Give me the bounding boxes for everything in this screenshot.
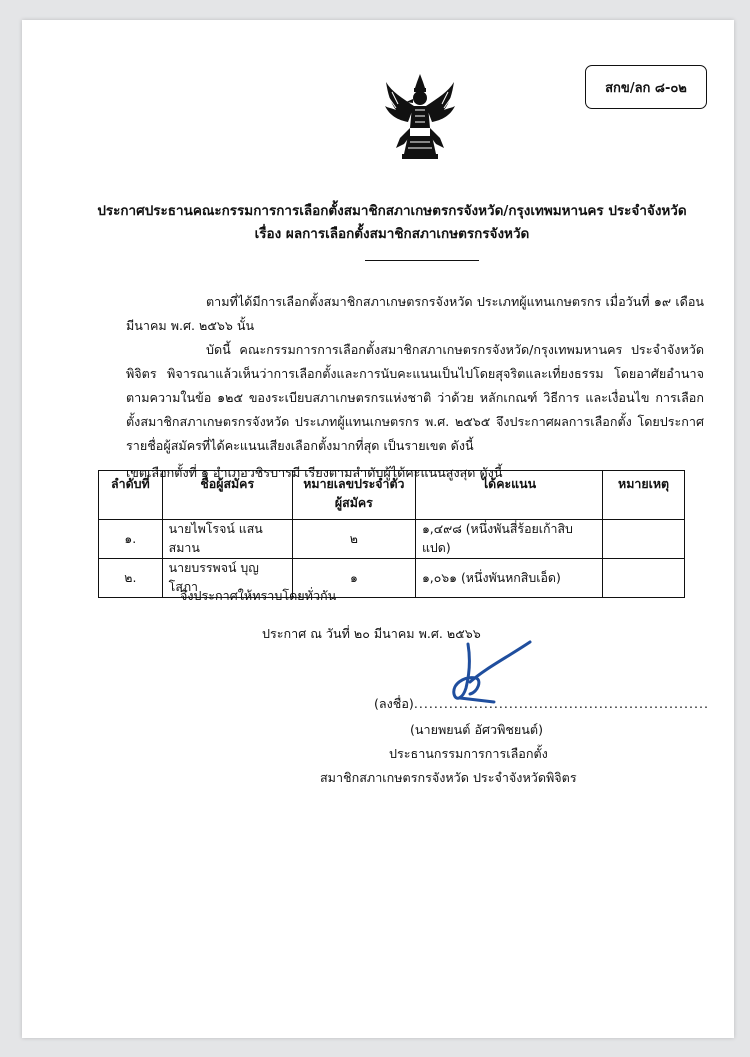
signer-position-1: ประธานกรรมการการเลือกตั้ง: [389, 746, 548, 761]
row-name: นายไพโรจน์ แสนสมาน: [162, 520, 292, 559]
title-line-1: ประกาศประธานคณะกรรมการการเลือกตั้งสมาชิกสภาเกษตรกรจังหวัด/กรุงเทพมหานคร ประจำจังหวัด: [97, 203, 687, 219]
announcement-title: [82, 200, 702, 246]
sign-dots: ...........................................................: [413, 696, 710, 711]
row-note: [603, 520, 685, 559]
paragraph-1: ตามที่ได้มีการเลือกตั้งสมาชิกสภาเกษตรกรจังหวัด ประเภทผู้แทนเกษตรกร เมื่อวันที่ ๑๙ เดือน มีนาคม พ.ศ. ๒๕๖๖ นั้น: [126, 294, 704, 333]
row-rank: ๑.: [99, 520, 163, 559]
row-number: ๑: [292, 559, 415, 598]
title-divider: [365, 260, 479, 261]
announcement-date: ประกาศ ณ วันที่ ๒๐ มีนาคม พ.ศ. ๒๕๖๖: [262, 626, 481, 641]
header-name: ชื่อผู้สมัคร: [162, 471, 292, 520]
signature-line: [374, 694, 709, 714]
table-row: [99, 520, 685, 559]
table-header-row: [99, 471, 685, 520]
signer-name: (นายพยนต์ อัศวพิชยนต์): [410, 722, 544, 737]
row-score: ๑,๐๖๑ (หนึ่งพันหกสิบเอ็ด): [415, 559, 602, 598]
row-rank: ๒.: [99, 559, 163, 598]
paragraph-2: บัดนี้ คณะกรรมการการเลือกตั้งสมาชิกสภาเกษตรกรจังหวัด/กรุงเทพมหานคร ประจำจังหวัด พิจิตร พิจารณาแล้วเห็นว่าการเลือกตั้งและการนับคะแนนเป็นไปโดยสุจริตและเที่ยงธรรม โดยอาศัยอำนาจตามความในข้อ ๑๒๕ ของระเบียบสภาเกษตรกรแห่งชาติ ว่าด้วย หลักเกณฑ์ วิธีการ และเงื่อนไข การเลือกตั้งสมาชิกสภาเกษตรกรจังหวัด ประเภทผู้แทนเกษตรกร พ.ศ. ๒๕๖๕ จึงประกาศผลการเลือกตั้ง โดยประกาศรายชื่อผู้สมัครที่ได้คะแนนเสียงเลือกตั้งมากที่สุด เป็นรายเขต ดังนี้: [126, 342, 704, 453]
closing-statement: จึงประกาศให้ทราบโดยทั่วกัน: [180, 588, 337, 603]
row-note: [603, 559, 685, 598]
header-number: หมายเลขประจำตัว ผู้สมัคร: [292, 471, 415, 520]
form-code-box: [585, 65, 707, 109]
row-score: ๑,๔๙๘ (หนึ่งพันสี่ร้อยเก้าสิบแปด): [415, 520, 602, 559]
row-number: ๒: [292, 520, 415, 559]
header-score: ได้คะแนน: [415, 471, 602, 520]
header-note: หมายเหตุ: [603, 471, 685, 520]
results-table: [98, 470, 685, 598]
garuda-emblem-icon: [384, 72, 456, 162]
signer-position-2: สมาชิกสภาเกษตรกรจังหวัด ประจำจังหวัดพิจิตร: [320, 770, 577, 785]
district-line: เขตเลือกตั้งที่ ๑ อำเภอวชิรบารมี เรียงตามลำดับผู้ได้คะแนนสูงสุด ดังนี้: [126, 465, 503, 480]
row-name: นายบรรพจน์ บุญโสภา: [162, 559, 292, 598]
header-rank: ลำดับที่: [99, 471, 163, 520]
form-code: สกข/ลก ๘-๐๒: [605, 80, 687, 96]
title-line-2: เรื่อง ผลการเลือกตั้งสมาชิกสภาเกษตรกรจังหวัด: [254, 226, 530, 242]
sign-label: (ลงชื่อ): [374, 696, 414, 711]
